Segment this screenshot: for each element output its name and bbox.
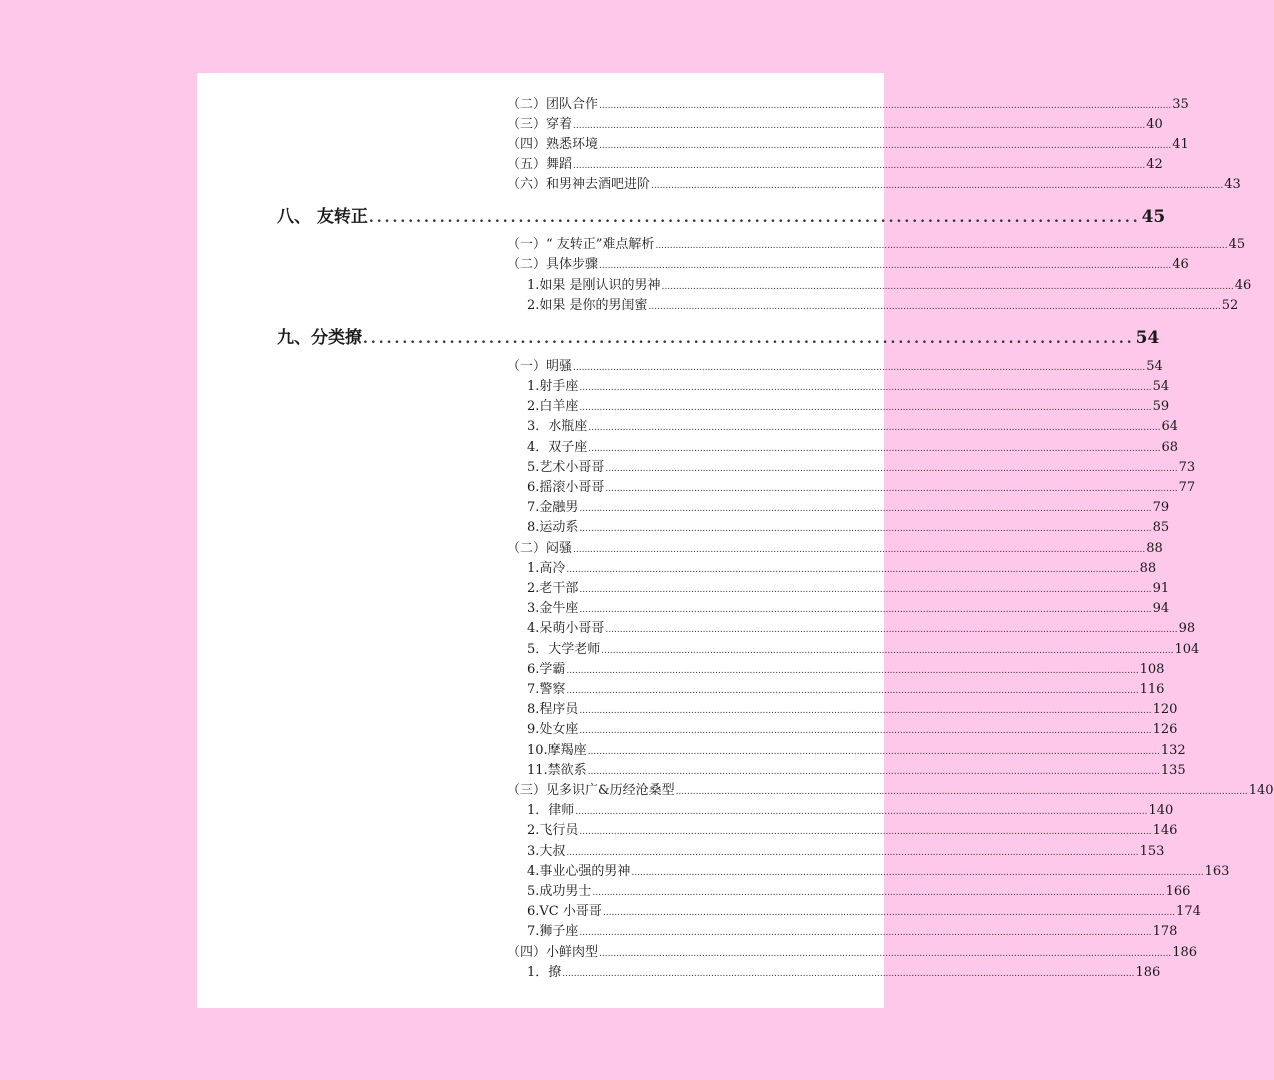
toc-entry-label: 5．大学老师 (527, 642, 601, 657)
toc-entry (527, 880, 1191, 899)
toc-entry-label: 3.金牛座 (527, 601, 579, 616)
dot-leader: ........................................................................................................................................................................................................ (579, 403, 1152, 413)
dot-leader: ........................................................................................................................................................................................................ (592, 888, 1165, 898)
dot-leader: ........................................................................................................................................................................................................ (579, 504, 1152, 514)
toc-entry (527, 577, 1170, 596)
toc-entry (527, 678, 1165, 697)
dot-leader: ........................................................................................................................................................................................................ (599, 261, 1172, 271)
dot-leader: .................................................................................................. (363, 331, 1135, 347)
toc-entry-label: 1.射手座 (527, 379, 579, 394)
toc-entry-page: 43 (1224, 177, 1241, 192)
toc-entry-label: 6.学霸 (527, 662, 566, 677)
dot-leader: ........................................................................................................................................................................................................ (579, 706, 1152, 716)
toc-entry (527, 698, 1178, 717)
toc-entry-page: 116 (1139, 682, 1165, 697)
toc-entry (527, 557, 1157, 576)
toc-entry (527, 456, 1196, 475)
toc-entry-label: （五）舞蹈 (507, 157, 573, 172)
dot-leader: ........................................................................................................................................................................................................ (587, 767, 1160, 777)
toc-entry-label: 9.处女座 (527, 722, 579, 737)
toc-entry-label: （二）具体步骤 (507, 257, 599, 272)
toc-entry-page: 46 (1234, 278, 1252, 293)
toc-entry-page: 52 (1221, 298, 1239, 313)
dot-leader: ........................................................................................................................................................................................................ (566, 686, 1139, 696)
toc-entry-page: 174 (1176, 904, 1201, 919)
toc-entry-label: （三）穿着 (507, 117, 573, 132)
toc-entry (527, 860, 1230, 879)
dot-leader: ........................................................................................................................................................................................................ (579, 524, 1152, 534)
dot-leader: ........................................................................................................................................................................................................ (588, 423, 1161, 433)
toc-entry-label: 1.如果 是刚认识的男神 (527, 278, 661, 293)
dot-leader: ........................................................................................................................................................................................................ (579, 726, 1152, 736)
toc-entry-label: 1．律师 (527, 803, 575, 818)
toc-entry-label: 1．撩 (527, 965, 562, 980)
toc-entry (527, 274, 1252, 293)
toc-entry-label: 10.摩羯座 (527, 743, 587, 758)
toc-entry-label: 2.白羊座 (527, 399, 579, 414)
dot-leader: ........................................................................................................................................................................................................ (566, 565, 1139, 575)
dot-leader: ........................................................................................................................................................................................................ (602, 908, 1176, 918)
toc-entry-page: 88 (1146, 541, 1163, 556)
toc-entry-label: 3.大叔 (527, 844, 566, 859)
toc-entry-page: 126 (1152, 722, 1178, 737)
dot-leader: ........................................................................................................................................................................................................ (579, 928, 1152, 938)
toc-entry (527, 658, 1165, 677)
toc-entry (527, 294, 1239, 313)
toc-entry-page: 163 (1204, 864, 1230, 879)
toc-entry (507, 173, 1241, 192)
toc-entry (527, 920, 1178, 939)
toc-entry-label: 8.运动系 (527, 520, 579, 535)
dot-leader: ........................................................................................................................................................................................................ (573, 363, 1146, 373)
toc-entry (527, 436, 1178, 455)
toc-entry (527, 395, 1170, 414)
toc-entry-page: 85 (1152, 520, 1170, 535)
toc-entry-label: 2.老干部 (527, 581, 579, 596)
toc-entry-label: 7.金融男 (527, 500, 579, 515)
toc-entry-label: 2.飞行员 (527, 823, 579, 838)
dot-leader: ........................................................................................................................................................................................................ (599, 949, 1172, 959)
dot-leader: ........................................................................................................................................................................................................ (562, 969, 1135, 979)
toc-entry (527, 496, 1170, 515)
dot-leader: ........................................................................................................................................................................................................ (579, 383, 1152, 393)
toc-entry (507, 253, 1189, 272)
toc-entry-label: 7.狮子座 (527, 924, 579, 939)
toc-entry-label: （二）团队合作 (507, 97, 599, 112)
toc-entry (527, 900, 1201, 919)
toc-entry-label: （六）和男神去酒吧进阶 (507, 177, 651, 192)
toc-entry-label: （二）闷骚 (507, 541, 573, 556)
toc-entry (527, 739, 1186, 758)
toc-entry-label: （一）明骚 (507, 359, 573, 374)
dot-leader: ........................................................................................................................................................................................................ (605, 464, 1178, 474)
toc-entry-label: 4.呆萌小哥哥 (527, 621, 605, 636)
dot-leader: ........................................................................................................................................................................................................ (605, 484, 1178, 494)
toc-entry-label: （一）“ 友转正”难点解析 (507, 237, 655, 252)
toc-entry-page: 40 (1146, 117, 1163, 132)
toc-chapter-page: 54 (1135, 328, 1160, 348)
toc-entry-label: 1.高冷 (527, 561, 566, 576)
toc-entry-page: 73 (1178, 460, 1196, 475)
toc-chapter-label: 八、 友转正 (277, 207, 368, 227)
dot-leader: ........................................................................................................................................................................................................ (573, 121, 1146, 131)
toc-entry-page: 98 (1178, 621, 1196, 636)
toc-entry (507, 93, 1189, 112)
toc-entry-page: 186 (1172, 945, 1198, 960)
dot-leader: ........................................................................................................................................................................................................ (631, 868, 1204, 878)
toc-entry-page: 88 (1139, 561, 1157, 576)
toc-entry (527, 617, 1196, 636)
dot-leader: ........................................................................................................................................................................................................ (605, 625, 1178, 635)
toc-entry (507, 941, 1198, 960)
toc-entry (527, 819, 1178, 838)
toc-entry-label: 7.警察 (527, 682, 566, 697)
toc-entry (507, 153, 1163, 172)
toc-entry-page: 79 (1152, 500, 1170, 515)
toc-entry (527, 718, 1178, 737)
dot-leader: ........................................................................................................................................................................................................ (601, 646, 1174, 656)
toc-entry (527, 840, 1165, 859)
toc-entry-page: 140 (1148, 803, 1174, 818)
toc-entry-page: 64 (1161, 419, 1178, 434)
toc-entry (527, 638, 1200, 657)
toc-entry-label: 4.事业心强的男神 (527, 864, 631, 879)
toc-entry-page: 146 (1152, 823, 1178, 838)
toc-entry (527, 759, 1186, 778)
dot-leader: ........................................................................................................................................................................................................ (579, 585, 1152, 595)
toc-entry (507, 113, 1163, 132)
toc-entry-page: 140 (1248, 783, 1274, 798)
toc-entry-label: 8.程序员 (527, 702, 579, 717)
toc-entry-page: 41 (1172, 137, 1189, 152)
toc-entry (527, 961, 1161, 980)
dot-leader: ........................................................................................................................................................................................................ (579, 605, 1152, 615)
dot-leader: ........................................................................................................................................................................................................ (599, 141, 1172, 151)
toc-entry (507, 233, 1246, 252)
toc-entry (507, 133, 1189, 152)
toc-chapter-label: 九、分类撩 (277, 328, 362, 348)
toc-entry (527, 516, 1170, 535)
toc-entry-page: 59 (1152, 399, 1170, 414)
dot-leader: ........................................................................................................................................................................................................ (579, 827, 1152, 837)
toc-entry-label: 6.VC 小哥哥 (527, 904, 602, 919)
toc-entry-page: 42 (1146, 157, 1163, 172)
dot-leader: ........................................................................................................................................................................................................ (566, 666, 1139, 676)
dot-leader: ........................................................................................................................................................................................................ (661, 282, 1234, 292)
toc-entry (507, 537, 1163, 556)
dot-leader: ........................................................................................................................................................................................................ (675, 787, 1248, 797)
toc-entry (527, 375, 1170, 394)
toc-entry-page: 135 (1160, 763, 1186, 778)
toc-chapter (277, 202, 1166, 227)
toc-entry-page: 186 (1135, 965, 1161, 980)
dot-leader: ........................................................................................................................................................................................................ (655, 241, 1228, 251)
toc-entry-label: （三）见多识广&历经沧桑型 (507, 783, 675, 798)
toc-entry-page: 153 (1139, 844, 1165, 859)
toc-entry (507, 355, 1163, 374)
toc-chapter-page: 45 (1141, 207, 1166, 227)
toc-entry-page: 35 (1172, 97, 1189, 112)
toc-entry-page: 178 (1152, 924, 1178, 939)
toc-entry (527, 476, 1196, 495)
toc-entry-page: 166 (1165, 884, 1191, 899)
toc-entry-label: 5.成功男士 (527, 884, 592, 899)
toc-entry-label: 2.如果 是你的男闺蜜 (527, 298, 648, 313)
dot-leader: ........................................................................................................................................................................................................ (575, 807, 1148, 817)
dot-leader: ........................................................................................................................................................................................................ (588, 444, 1161, 454)
dot-leader: ........................................................................................................................................................................................................ (648, 302, 1221, 312)
dot-leader: ........................................................................................................................................................................................................ (651, 181, 1224, 191)
toc-entry-page: 94 (1152, 601, 1170, 616)
toc-entry-label: 3．水瓶座 (527, 419, 588, 434)
dot-leader: ........................................................................................................................................................................................................ (566, 848, 1139, 858)
document-page (197, 73, 1274, 1008)
toc-entry-page: 120 (1152, 702, 1178, 717)
toc-chapter (277, 323, 1160, 348)
toc-entry-page: 104 (1174, 642, 1200, 657)
toc-entry-label: （四）熟悉环境 (507, 137, 599, 152)
toc-entry (527, 799, 1174, 818)
toc-entry (507, 779, 1274, 798)
dot-leader: ........................................................................................................................................................................................................ (573, 161, 1146, 171)
dot-leader: .................................................................................................. (368, 210, 1141, 226)
toc-entry-page: 45 (1228, 237, 1246, 252)
toc-entry (527, 597, 1170, 616)
dot-leader: ........................................................................................................................................................................................................ (599, 101, 1172, 111)
toc-entry (527, 415, 1178, 434)
toc-entry-label: 6.摇滚小哥哥 (527, 480, 605, 495)
toc-entry-page: 91 (1152, 581, 1170, 596)
toc-entry-label: 5.艺术小哥哥 (527, 460, 605, 475)
toc-entry-page: 132 (1160, 743, 1186, 758)
toc-entry-page: 54 (1146, 359, 1163, 374)
toc-entry-page: 77 (1178, 480, 1196, 495)
toc-entry-label: 4．双子座 (527, 440, 588, 455)
dot-leader: ........................................................................................................................................................................................................ (587, 747, 1160, 757)
toc-entry-page: 68 (1161, 440, 1178, 455)
toc-entry-label: （四）小鲜肉型 (507, 945, 599, 960)
toc-entry-page: 46 (1172, 257, 1189, 272)
dot-leader: ........................................................................................................................................................................................................ (573, 545, 1146, 555)
toc-entry-page: 54 (1152, 379, 1170, 394)
toc-entry-label: 11.禁欲系 (527, 763, 587, 778)
toc-entry-page: 108 (1139, 662, 1165, 677)
